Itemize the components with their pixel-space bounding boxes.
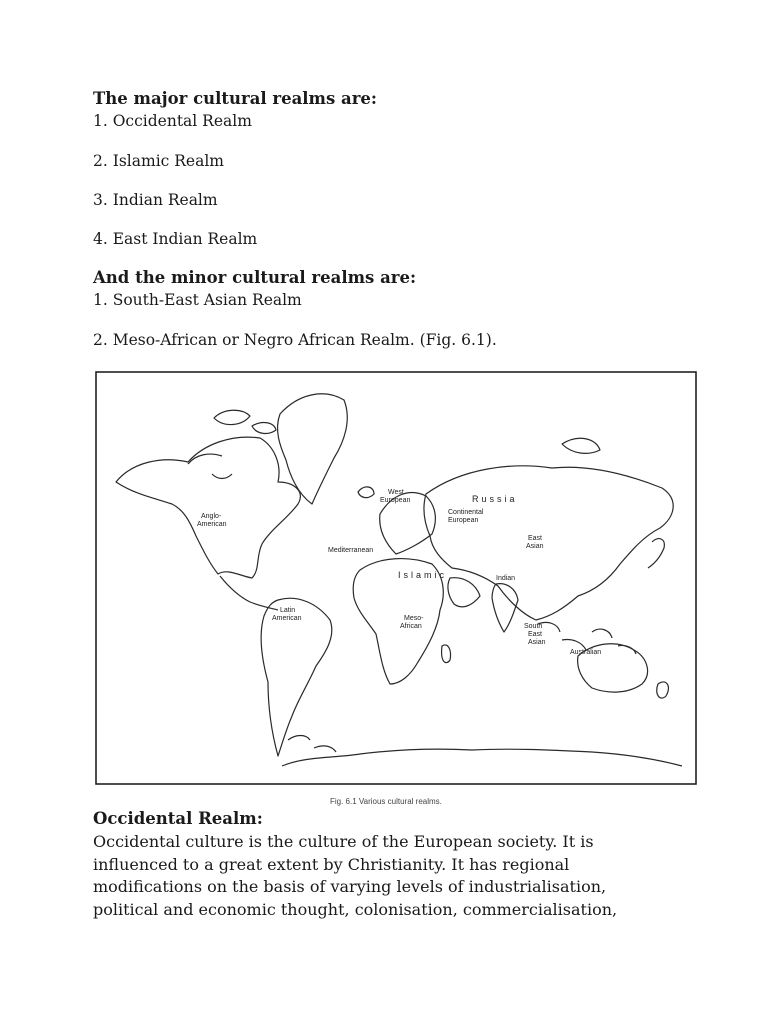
label-australian: Australian: [570, 649, 602, 656]
major-item-2: 2. Islamic Realm: [93, 152, 224, 170]
label-south-east-asian-2: East: [528, 631, 543, 638]
major-item-3: 3. Indian Realm: [93, 191, 218, 209]
major-item-1: 1. Occidental Realm: [93, 112, 252, 130]
label-west-european-2: European: [380, 497, 411, 504]
occidental-line-1: Occidental culture is the culture of the European society. It is: [93, 832, 594, 851]
label-meso-african-2: African: [400, 623, 422, 630]
occidental-line-3: modifications on the basis of varying levels of industrialisation,: [93, 877, 607, 896]
world-map-figure: [92, 364, 698, 814]
label-south-east-asian-1: South: [524, 623, 543, 630]
minor-item-2: 2. Meso-African or Negro African Realm. (Fig. 6.1).: [93, 331, 497, 349]
label-latin-american-1: Latin: [280, 607, 296, 614]
label-latin-american-2: American: [272, 615, 302, 622]
label-east-asian-1: East: [528, 535, 543, 542]
label-indian: Indian: [496, 575, 516, 582]
occidental-line-2: influenced to a great extent by Christianity. It has regional: [93, 854, 570, 874]
major-heading: The major cultural realms are:: [93, 89, 378, 108]
label-south-east-asian-3: Asian: [528, 639, 546, 646]
major-item-4: 4. East Indian Realm: [93, 230, 258, 248]
minor-item-1: 1. South-East Asian Realm: [93, 291, 302, 309]
label-anglo-american-1: Anglo-: [201, 513, 222, 520]
label-meso-african-1: Meso-: [404, 615, 424, 622]
occidental-line-4: political and economic thought, colonisation, commercialisation,: [93, 899, 618, 919]
label-islamic: Islamic: [398, 570, 448, 580]
label-east-asian-2: Asian: [526, 543, 544, 550]
label-anglo-american-2: American: [197, 521, 227, 528]
label-mediterranean: Mediterranean: [328, 547, 374, 554]
label-russia: Russia: [472, 494, 518, 504]
label-continental-european-2: European: [448, 517, 479, 524]
label-continental-european-1: Continental: [448, 509, 484, 516]
occidental-heading: Occidental Realm:: [93, 809, 263, 828]
label-west-european-1: West: [388, 489, 404, 496]
map-frame: [96, 372, 696, 784]
minor-heading: And the minor cultural realms are:: [93, 268, 417, 287]
figure-caption: Fig. 6.1 Various cultural realms.: [330, 797, 442, 806]
occidental-paragraph: [93, 831, 733, 921]
